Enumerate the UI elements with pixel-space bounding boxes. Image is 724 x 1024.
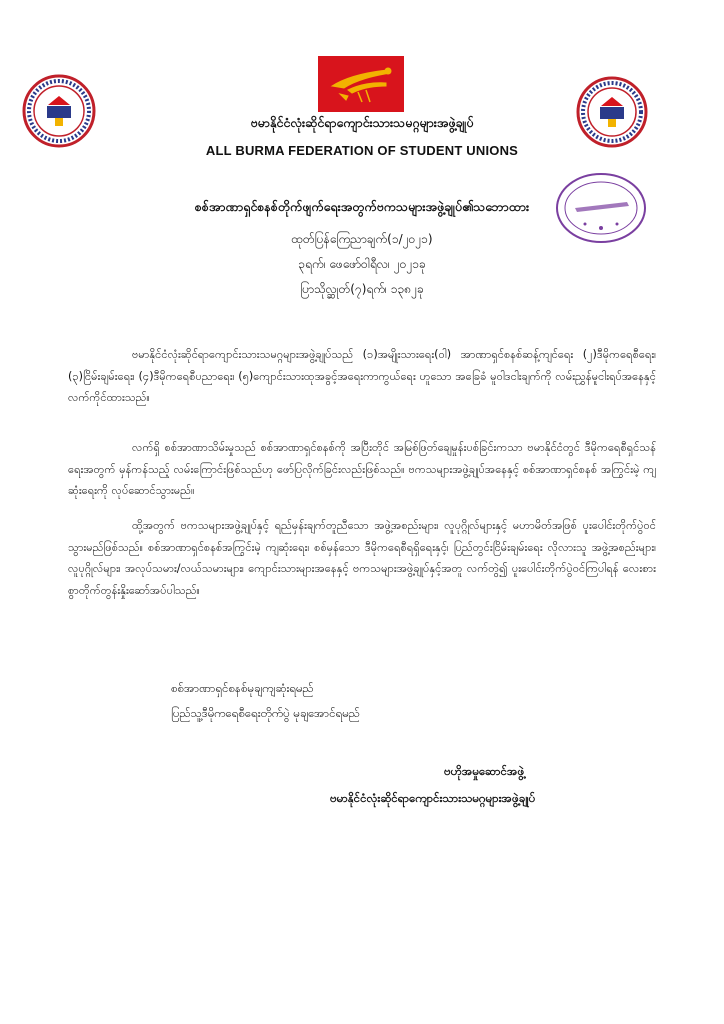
paragraph — [68, 437, 656, 502]
paragraph — [68, 515, 656, 601]
abfsu-seal-icon — [22, 74, 96, 148]
slogan: စစ်အာဏာရှင်စနစ်မုချကျဆုံးရမည် — [171, 681, 314, 695]
fighting-peacock-flag-icon — [318, 56, 404, 112]
paragraph-text: လက်ရှိ စစ်အာဏာသိမ်းမှုသည် စစ်အာဏာရှင်စနစ်ကို အပြီးတိုင် အမြစ်ဖြတ်ချေမှုန်းပစ်ခြင်းကသာ ဗမာနိုင်ငံတွင် ဒီမိုကရေစီရှင်သန်ရေးအတွက် မှန်ကန်သည့် လမ်းကြောင်းဖြစ်သည်ဟု ဖော်ပြလိုက်ခြင်းလည်းဖြစ်သည်။ ဗကသများအဖွဲ့ချုပ်အနေနှင့် စစ်အာဏာရှင်စနစ် အကြွင်းမဲ့ ကျဆုံးရေးကို လုပ်ဆောင်သွားမည်။ — [68, 441, 656, 497]
statement-number: ထုတ်ပြန်ကြေညာချက်(၁/၂၀၂၁) — [291, 232, 433, 246]
myanmar-date: ပြာသိုလ္ဆုတ်(၇)ရက်၊ ၁၃၈၂ခု — [300, 282, 424, 296]
org-name-myanmar: ဗမာနိုင်ငံလုံးဆိုင်ရာကျောင်းသားသမဂ္ဂများအဖွဲ့ချုပ် — [250, 115, 474, 130]
signature-committee: ဗဟိုအမှုဆောင်အဖွဲ့ — [444, 764, 525, 778]
paragraph — [68, 344, 656, 409]
paragraph-text: ထို့အတွက် ဗကသများအဖွဲ့ချုပ်နှင့် ရည်မှန်းချက်တူညီသော အဖွဲ့အစည်းများ၊ လူပုဂ္ဂိုလ်များနှင့် မဟာမိတ်အဖြစ် ပူးပေါင်းတိုက်ပွဲဝင်သွားမည်ဖြစ်သည်။ စစ်အာဏာရှင်စနစ်အကြွင်းမဲ့ ကျဆုံးရေး၊ စစ်မှန်သော ဒီမိုကရေစီရရှိရေးနှင့်၊ ပြည်တွင်းငြိမ်းချမ်းရေး လိုလားသူ အဖွဲ့အစည်းများ၊ လူပုဂ္ဂိုလ်များ၊ အလုပ်သမား/လယ်သမားများ၊ ကျောင်းသားများအနေနှင့် ဗကသများအဖွဲ့ချုပ်နှင့်အတူ လက်တွဲ၍ ပူးပေါင်းတိုက်ပွဲဝင်ကြပါရန် လေးစားစွာတိုက်တွန်းနှိုးဆော်အပ်ပါသည်။ — [68, 519, 656, 597]
org-name-english: ALL BURMA FEDERATION OF STUDENT UNIONS — [205, 143, 519, 158]
paragraph-text: ဗမာနိုင်ငံလုံးဆိုင်ရာကျောင်းသားသမဂ္ဂများအဖွဲ့ချုပ်သည် (၁)အမျိုးသားရေး(ဝါ) အာဏာရှင်စနစ်ဆန့်ကျင်ရေး (၂)ဒီမိုကရေစီရေး၊ (၃)ငြိမ်းချမ်းရေး၊ (၄)ဒီမိုကရေစီပညာရေး၊ (၅)ကျောင်းသားထုအခွင့်အရေးကာကွယ်ရေး ဟူသော အခြေခံ မူဝါဒငါးချက်ကို လမ်းညွှန်မူငါးရပ်အနေနှင့် လက်ကိုင်ထားသည်။ — [68, 348, 656, 404]
slogan: ပြည်သူ့ဒီမိုကရေစီရေးတိုက်ပွဲ မုချအောင်ရမည် — [171, 706, 360, 720]
signature-organization: ဗမာနိုင်ငံလုံးဆိုင်ရာကျောင်းသားသမဂ္ဂများအဖွဲ့ချုပ် — [330, 791, 536, 805]
document-title: စစ်အာဏာရှင်စနစ်တိုက်ဖျက်ရေးအတွက်ဗကသများအဖွဲ့ချုပ်၏သဘောထား — [194, 199, 530, 214]
abfsu-seal-icon — [576, 76, 648, 148]
gregorian-date: ၃ရက်၊ ဖေဖော်ဝါရီလ၊ ၂၀၂၁ခု — [298, 257, 426, 271]
